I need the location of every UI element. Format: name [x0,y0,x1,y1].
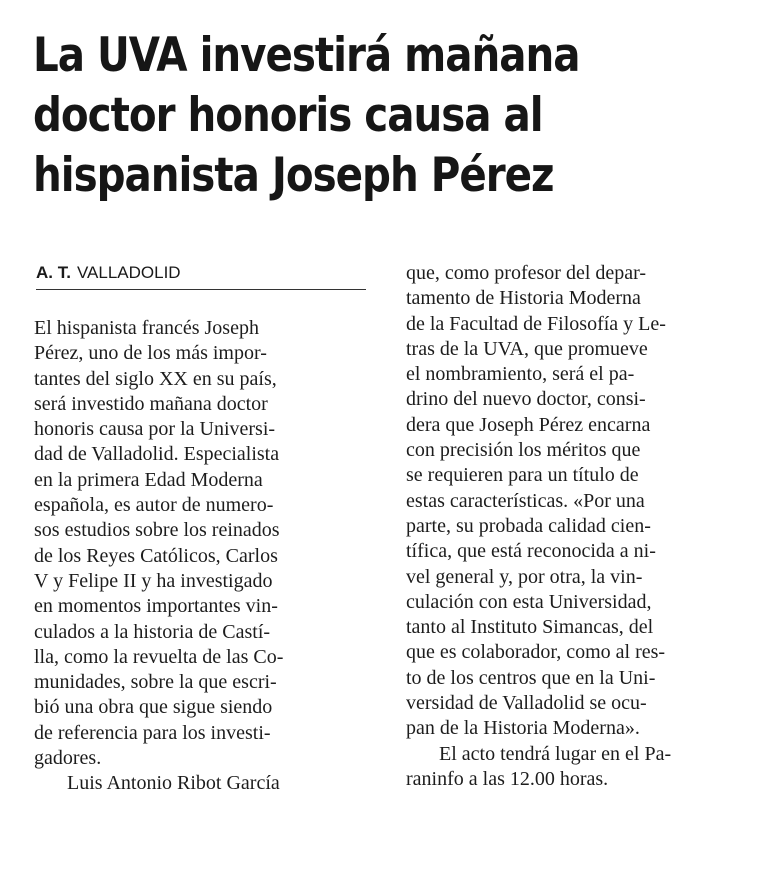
text-line: honoris causa por la Universi- [34,418,276,441]
text-line: drino del nuevo doctor, consi- [406,388,646,411]
text-line: se requieren para un título de [406,464,639,487]
text-line: parte, su probada calidad cien- [406,514,651,537]
text-line: con precisión los méritos que [406,439,641,462]
text-line: culación con esta Universidad, [406,590,652,613]
byline-location: VALLADOLID [76,263,181,282]
text-line: en la primera Edad Moderna [34,468,263,491]
text-line: en momentos importantes vin- [34,595,278,618]
text-line: tanto al Instituto Simancas, del [406,616,654,639]
headline-line: La UVA investirá mañana [33,28,580,83]
right-column [406,261,744,792]
text-line: estas características. «Por una [406,489,645,512]
text-line: que, como profesor del depar- [406,262,647,284]
text-line: que es colaborador, como al res- [406,641,666,664]
text-line: raninfo a las 12.00 horas. [406,767,609,790]
byline-author: A. T. [36,263,71,282]
byline [36,262,366,290]
text-line: pan de la Historia Moderna». [406,717,640,740]
left-column [34,316,370,797]
text-line: versidad de Valladolid se ocu- [406,692,647,715]
text-line: Pérez, uno de los más impor- [34,342,267,365]
text-line: sos estudios sobre los reinados [34,519,280,542]
text-line: culados a la historia de Castí- [34,620,271,643]
headline [33,26,669,206]
text-line: bió una obra que sigue siendo [34,696,273,719]
text-line: el nombramiento, será el pa- [406,363,635,386]
text-line: El acto tendrá lugar en el Pa- [439,742,672,765]
text-line: de los Reyes Católicos, Carlos [34,544,278,567]
headline-line: hispanista Joseph Pérez [33,148,554,203]
text-line: española, es autor de numero- [34,494,274,517]
headline-line: doctor honoris causa al [33,88,543,143]
text-line: de referencia para los investi- [34,721,271,744]
text-line: to de los centros que en la Uni- [406,666,656,689]
text-line: munidades, sobre la que escri- [34,671,277,694]
text-line: tantes del siglo XX en su país, [34,367,277,390]
text-line: tamento de Historia Moderna [406,287,641,310]
text-line: Luis Antonio Ribot García [67,772,280,795]
text-line: tífica, que está reconocida a ni- [406,540,656,563]
text-line: V y Felipe II y ha investigado [34,569,273,592]
text-line: El hispanista francés Joseph [34,317,259,339]
text-line: tras de la UVA, que promueve [406,337,648,360]
text-line: será investido mañana doctor [34,392,268,415]
text-line: gadores. [34,747,102,770]
text-line: vel general y, por otra, la vin- [406,565,643,588]
text-line: de la Facultad de Filosofía y Le- [406,312,666,335]
text-line: lla, como la revuelta de las Co- [34,645,284,668]
text-line: dad de Valladolid. Especialista [34,443,280,466]
text-line: dera que Joseph Pérez encarna [406,413,651,436]
